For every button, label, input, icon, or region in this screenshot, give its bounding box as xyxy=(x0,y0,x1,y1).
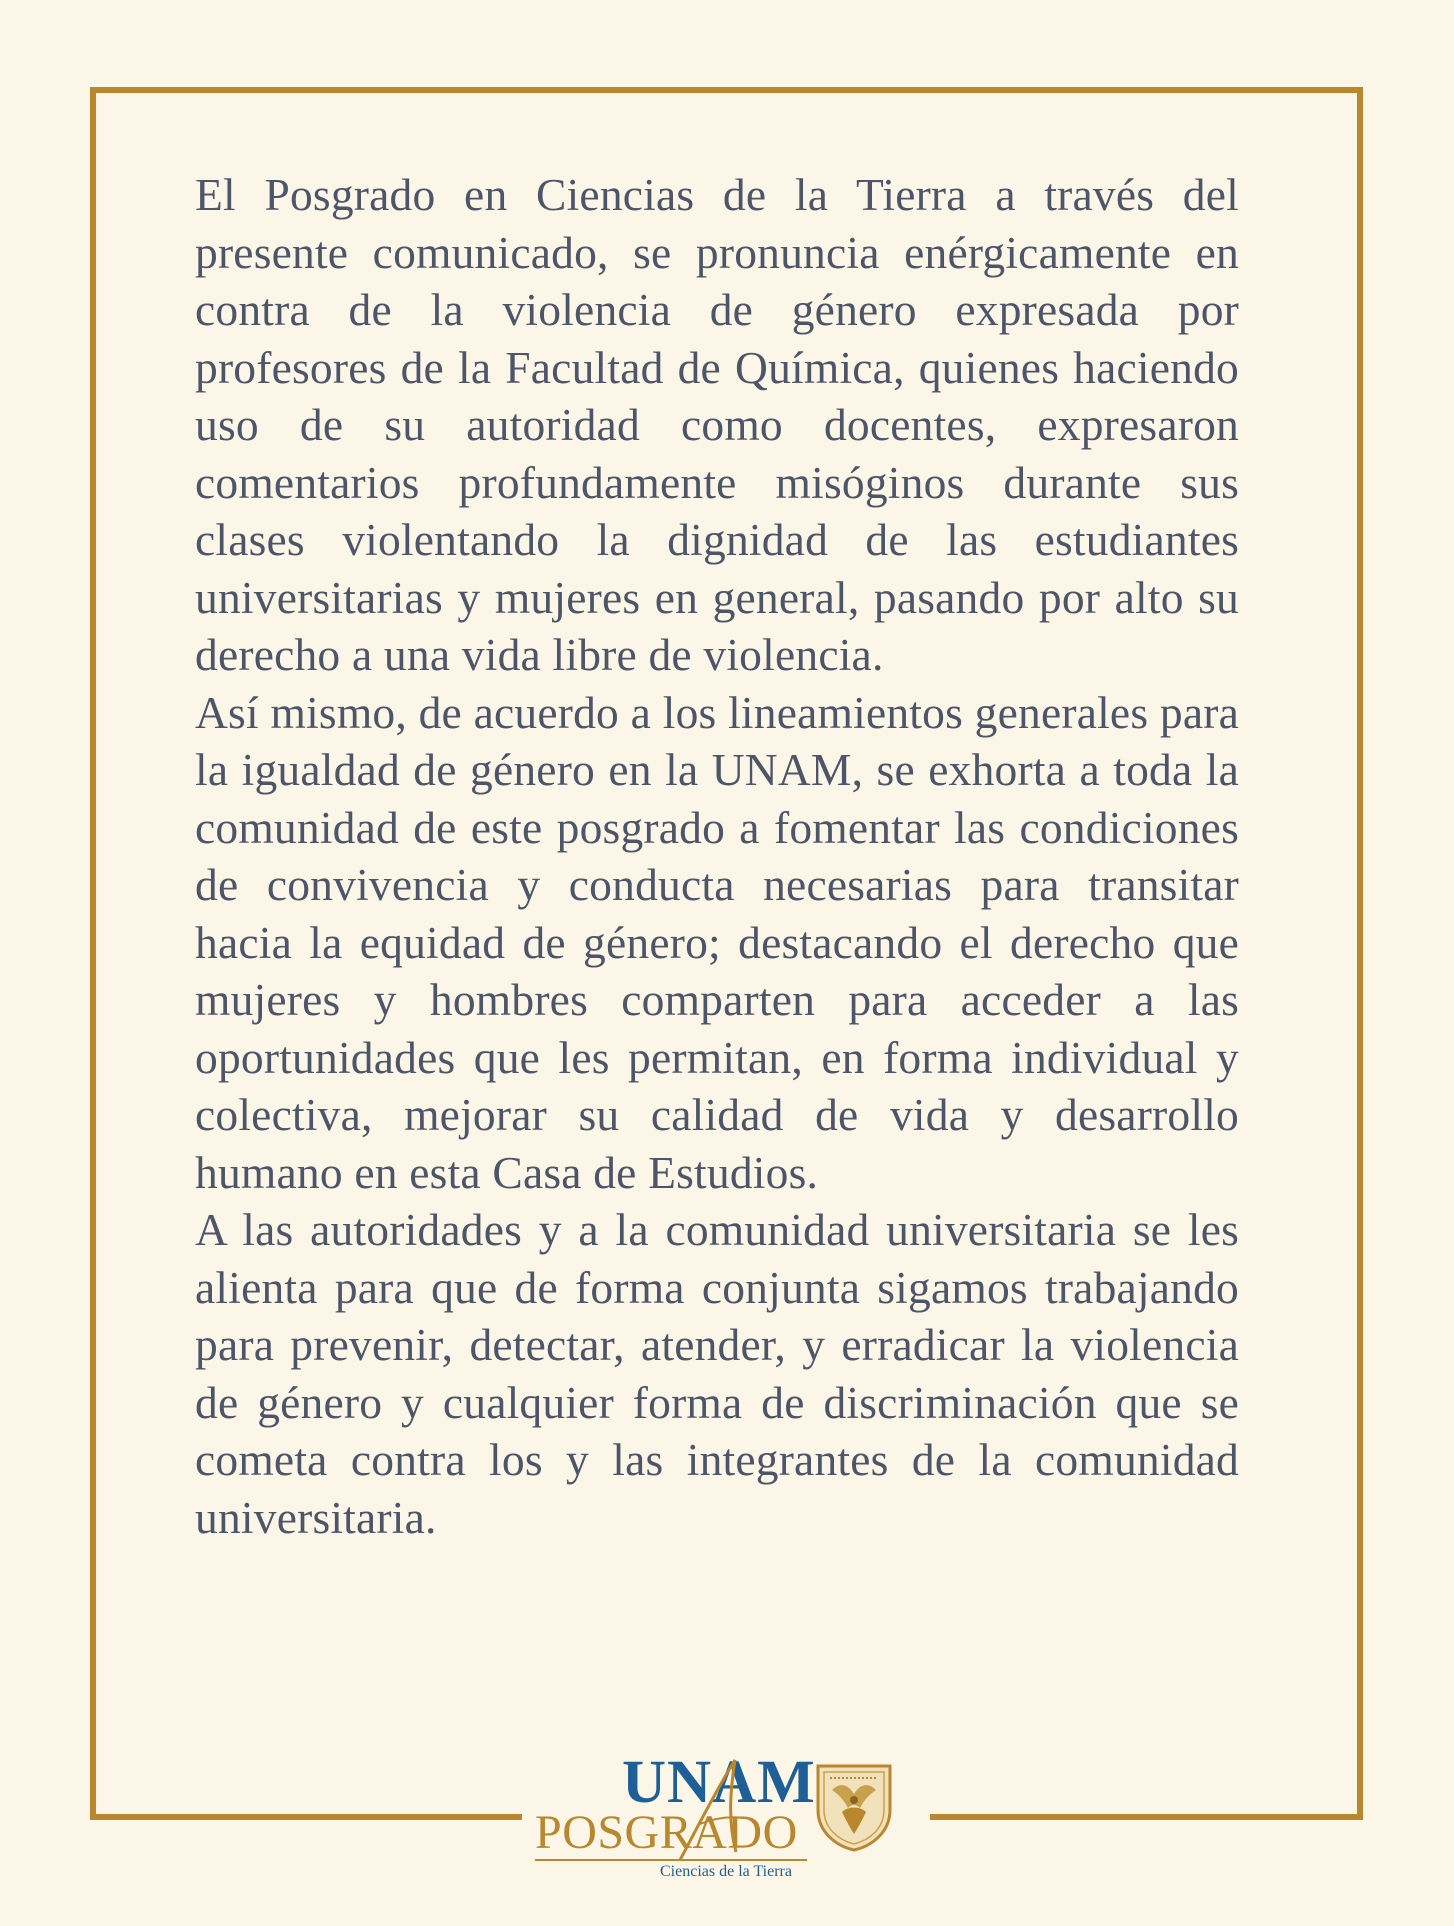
logo-posgrado-text: POSGRADO xyxy=(535,1806,798,1859)
statement-paragraph-3: A las autoridades y a la comunidad universitaria se les alienta para que de forma conjunta sigamos trabajando para prevenir, detectar, atender, y erradicar la violencia de género y cualquier forma de discriminación que se cometa contra los y las integrantes de la comunidad universitaria. xyxy=(195,1204,1239,1543)
unam-posgrado-logo xyxy=(530,1749,930,1892)
statement-paragraph-2: Así mismo, de acuerdo a los lineamientos generales para la igualdad de género en la UNAM, se exhorta a toda la comunidad de este posgrado a fomentar las condiciones de convivencia y conducta necesarias para transitar hacia la equidad de género; destacando el derecho que mujeres y hombres comparten para acceder a las oportunidades que les permitan, en forma individual y colectiva, mejorar su calidad de vida y desarrollo humano en esta Casa de Estudios. xyxy=(195,686,1239,1198)
logo-unam-text: UNAM xyxy=(622,1749,816,1816)
statement-body xyxy=(195,166,1239,1546)
logo-program-name: Ciencias de la Tierra xyxy=(660,1863,792,1880)
statement-paragraph-1: El Posgrado en Ciencias de la Tierra a través del presente comunicado, se pronuncia enérgicamente en contra de la violencia de género expresada por profesores de la Facultad de Química, quienes haciendo uso de su autoridad como docentes, expresaron comentarios profundamente misóginos durante sus clases violentando la dignidad de las estudiantes universitarias y mujeres en general, pasando por alto su derecho a una vida libre de violencia. xyxy=(195,169,1239,680)
unam-seal-icon xyxy=(812,1760,896,1852)
